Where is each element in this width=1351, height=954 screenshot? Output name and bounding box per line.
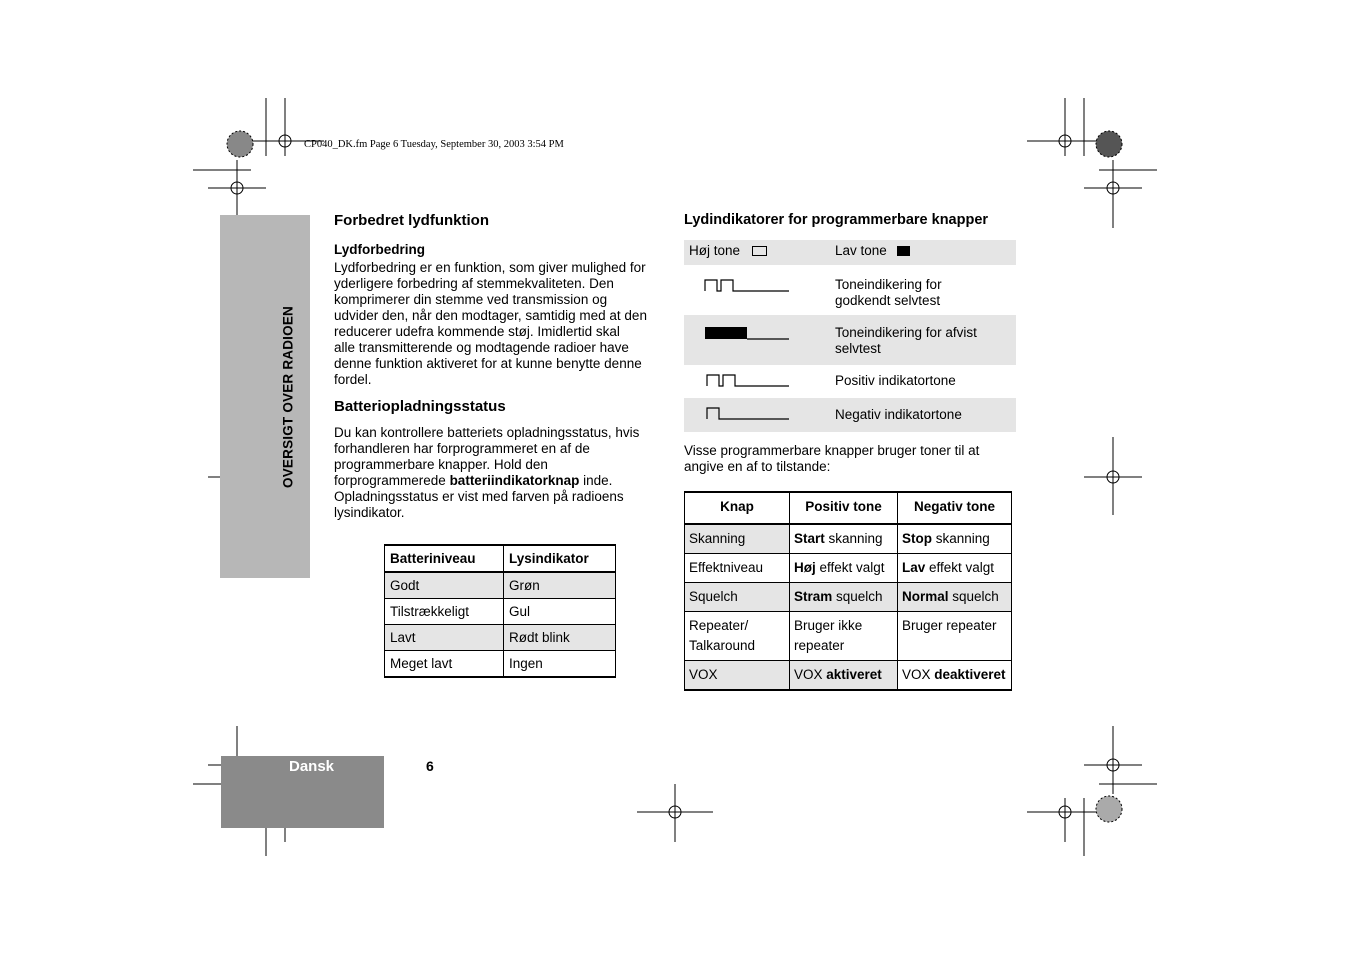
tone-indicator-legend	[684, 240, 1016, 432]
table-header: Knap	[685, 492, 790, 524]
lydforbedring-paragraph: Lydforbedring er en funktion, som giver mulighed for yderligere forbedring af stemmekvaliteten. Den komprimerer din stemme ved transmission og udvider den, når den modtager, samtidig med at den reducerer udefra kommende støj. Imidlertid skal alle transmitterende og modtagende radioer have denne funktion aktiveret for at kunne benytte denne fordel.	[334, 260, 647, 387]
table-row: Meget lavt Ingen	[385, 651, 616, 678]
side-tab-label: OVERSIGT OVER RADIOEN	[280, 306, 296, 488]
print-header: CP040_DK.fm Page 6 Tuesday, September 30, 2003 3:54 PM	[304, 139, 564, 150]
high-tone-label: Høj tone	[689, 243, 741, 258]
indicator-row: Positiv indikatortone	[684, 365, 1016, 398]
table-row: Repeater/ Talkaround Bruger ikke repeater Bruger repeater	[685, 612, 1012, 661]
button-tone-table	[684, 491, 1012, 691]
table-header: Negativ tone	[898, 492, 1012, 524]
table-row: Squelch Stram squelch Normal squelch	[685, 583, 1012, 612]
footer-language: Dansk	[289, 758, 335, 775]
indicator-row: Toneindikering for afvist selvtest	[684, 315, 1016, 365]
double-pulse-high-icon	[689, 372, 789, 390]
table-row: VOX VOX aktiveret VOX deaktiveret	[685, 661, 1012, 691]
table-row: Skanning Start skanning Stop skanning	[685, 524, 1012, 554]
indicator-row: Toneindikering for godkendt selvtest	[684, 265, 1016, 315]
legend-header-row	[684, 240, 1016, 265]
table-row: Lavt Rødt blink	[385, 625, 616, 651]
table-row: Tilstrækkeligt Gul	[385, 599, 616, 625]
table-header: Positiv tone	[790, 492, 898, 524]
high-tone-icon	[752, 246, 767, 256]
tone-intro-paragraph: Visse programmerbare knapper bruger toner til at angive en af to tilstande:	[684, 443, 980, 474]
side-tab	[220, 215, 310, 578]
page-number: 6	[426, 758, 434, 774]
table-header: Batteriniveau	[385, 545, 504, 572]
subsection-title-lydforbedring: Lydforbedring	[334, 242, 425, 257]
low-tone-icon	[897, 246, 910, 256]
double-pulse-high-icon	[689, 277, 789, 295]
battery-table	[384, 544, 616, 678]
batteri-paragraph: Du kan kontrollere batteriets opladningsstatus, hvis forhandleren har forprogrammeret en af de programmerbare knapper. Hold den forprogrammerede batteriindikatorknap inde. Opladningsstatus er vist med farven på radioens lysindikator.	[334, 425, 640, 520]
long-low-tone-icon	[689, 325, 789, 343]
section-title-lydindikatorer: Lydindikatorer for programmerbare knapper	[684, 212, 989, 228]
section-title-batteriopladning: Batteriopladningsstatus	[334, 398, 506, 415]
section-title-lydfunktion: Forbedret lydfunktion	[334, 212, 489, 229]
table-row: Effektniveau Høj effekt valgt Lav effekt valgt	[685, 554, 1012, 583]
table-row: Godt Grøn	[385, 572, 616, 599]
indicator-row: Negativ indikatortone	[684, 398, 1016, 432]
low-tone-label: Lav tone	[835, 243, 887, 258]
single-pulse-high-icon	[689, 405, 789, 423]
table-header: Lysindikator	[504, 545, 616, 572]
